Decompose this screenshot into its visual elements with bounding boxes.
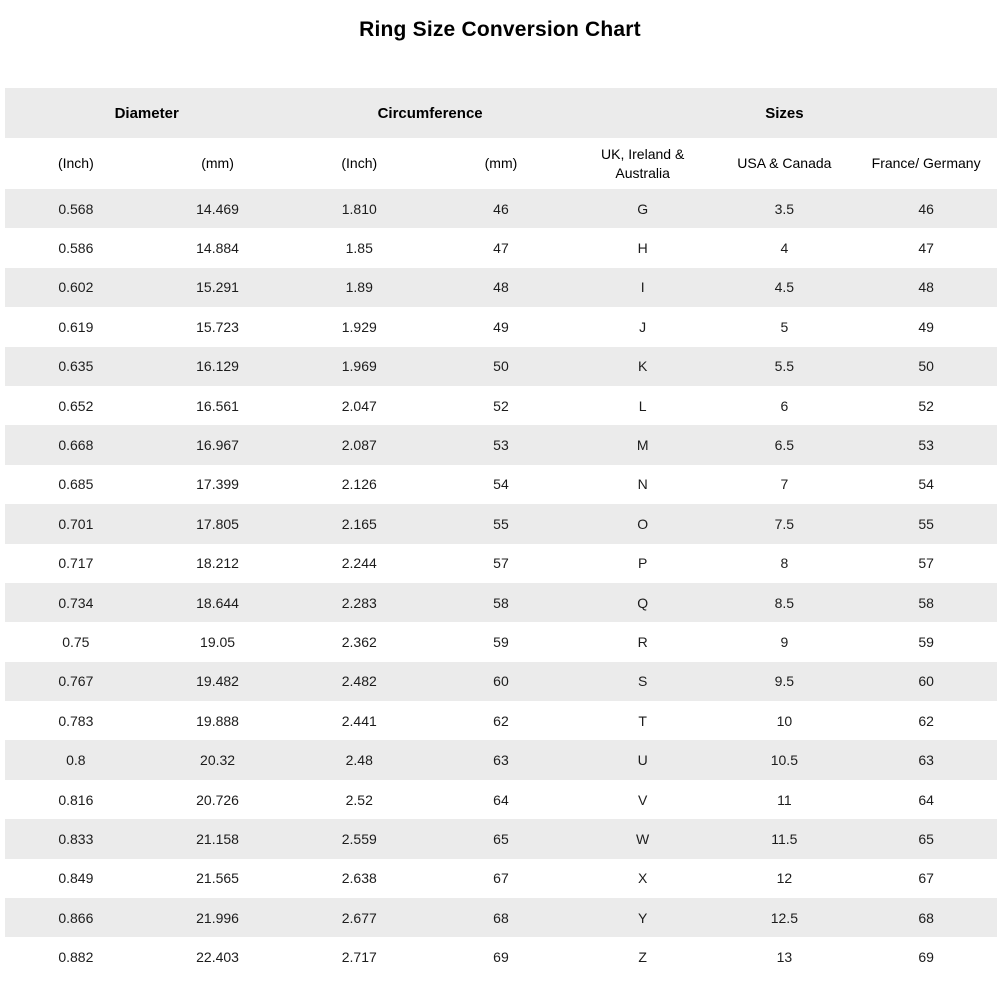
table-cell: 0.668 (58, 437, 94, 454)
table-cell: 2.362 (341, 633, 377, 650)
table-cell: 0.849 (58, 870, 94, 887)
table-row (5, 780, 997, 819)
table-cell: 20.726 (196, 791, 239, 808)
table-cell: 2.717 (341, 949, 377, 966)
table-cell: V (637, 791, 648, 808)
column-header-2: (Inch) (288, 138, 430, 189)
table-cell: 52 (493, 397, 509, 414)
table-cell: 62 (493, 712, 509, 729)
table-cell: P (637, 555, 648, 572)
table-cell: 2.047 (341, 397, 377, 414)
table-cell: 59 (918, 633, 934, 650)
table-row (5, 898, 997, 937)
table-cell: 64 (493, 791, 509, 808)
table-cell: X (637, 870, 648, 887)
table-cell: 60 (493, 673, 509, 690)
table-row (5, 819, 997, 858)
table-cell: 2.48 (345, 752, 373, 769)
table-cell: J (639, 318, 647, 335)
table-cell: 16.967 (196, 437, 239, 454)
table-cell: 63 (493, 752, 509, 769)
table-cell: Z (638, 949, 647, 966)
table-row (5, 189, 997, 228)
table-cell: 12 (776, 870, 793, 887)
table-cell: 0.717 (58, 555, 94, 572)
table-cell: 67 (493, 870, 509, 887)
table-cell: N (637, 476, 648, 493)
table-cell: W (636, 830, 650, 847)
table-row (5, 386, 997, 425)
table-cell: 49 (493, 318, 509, 335)
table-cell: Y (637, 909, 648, 926)
table-cell: 0.833 (58, 830, 94, 847)
table-cell: 18.644 (196, 594, 239, 611)
column-header-5: USA & Canada (714, 138, 856, 189)
table-cell: 0.701 (58, 515, 94, 532)
table-cell: 9.5 (774, 673, 795, 690)
table-cell: 0.586 (58, 240, 94, 257)
group-header-circumference: Circumference (288, 88, 571, 138)
table-cell: 21.996 (196, 909, 239, 926)
table-cell: L (638, 397, 647, 414)
table-cell: 17.399 (196, 476, 239, 493)
table-cell: 49 (918, 318, 934, 335)
table-cell: 0.882 (58, 949, 94, 966)
table-cell: 2.244 (341, 555, 377, 572)
table-cell: 63 (918, 752, 934, 769)
table-cell: 65 (493, 830, 509, 847)
table-cell: 0.767 (58, 673, 94, 690)
column-header-row (5, 138, 997, 189)
table-cell: 8.5 (774, 594, 795, 611)
table-cell: 55 (493, 515, 509, 532)
table-cell: 47 (918, 240, 934, 257)
table-cell: H (637, 240, 648, 257)
table-cell: 2.126 (341, 476, 377, 493)
table-cell: 9 (780, 633, 789, 650)
table-cell: 50 (918, 358, 934, 375)
table-cell: 54 (493, 476, 509, 493)
table-cell: 12.5 (770, 909, 798, 926)
table-row (5, 544, 997, 583)
table-cell: 58 (493, 594, 509, 611)
table-cell: 17.805 (196, 515, 239, 532)
table-cell: 0.816 (58, 791, 94, 808)
table-cell: 46 (918, 200, 934, 217)
table-cell: 5.5 (774, 358, 795, 375)
table-cell: 2.441 (341, 712, 377, 729)
table-cell: 0.783 (58, 712, 94, 729)
table-cell: G (637, 200, 649, 217)
table-cell: I (640, 279, 645, 296)
table-cell: 53 (918, 437, 934, 454)
table-row (5, 307, 997, 346)
table-cell: 10.5 (770, 752, 798, 769)
table-cell: 1.85 (345, 240, 373, 257)
table-cell: 6 (780, 397, 789, 414)
table-cell: 46 (493, 200, 509, 217)
table-cell: U (637, 752, 648, 769)
table-cell: R (637, 633, 648, 650)
table-cell: 20.32 (200, 752, 236, 769)
table-row (5, 425, 997, 464)
table-cell: 1.89 (345, 279, 373, 296)
table-cell: 67 (918, 870, 934, 887)
table-cell: 2.087 (341, 437, 377, 454)
table-cell: 0.685 (58, 476, 94, 493)
table-cell: 0.602 (58, 279, 94, 296)
table-cell: 11 (777, 791, 792, 808)
column-header-1: (mm) (147, 138, 289, 189)
table-row (5, 504, 997, 543)
table-cell: 15.723 (196, 318, 239, 335)
table-row (5, 701, 997, 740)
table-cell: 55 (918, 515, 934, 532)
table-cell: T (638, 712, 647, 729)
table-cell: 2.677 (341, 909, 377, 926)
table-cell: 0.619 (58, 318, 94, 335)
table-cell: 57 (493, 555, 509, 572)
table-cell: 68 (918, 909, 934, 926)
table-row (5, 583, 997, 622)
table-cell: 53 (493, 437, 509, 454)
table-cell: 69 (918, 949, 934, 966)
table-cell: Q (637, 594, 649, 611)
table-cell: 0.8 (66, 752, 86, 769)
table-cell: 0.75 (62, 633, 90, 650)
column-header-6: France/ Germany (855, 138, 997, 189)
table-cell: 69 (493, 949, 509, 966)
table-cell: 22.403 (196, 949, 239, 966)
table-cell: 8 (780, 555, 789, 572)
table-row (5, 228, 997, 267)
table-cell: 0.568 (58, 200, 94, 217)
table-cell: 0.635 (58, 358, 94, 375)
table-row (5, 622, 997, 661)
table-cell: 19.05 (200, 633, 236, 650)
page-title: Ring Size Conversion Chart (359, 18, 641, 41)
table-cell: 0.866 (58, 909, 94, 926)
table-cell: 14.469 (196, 200, 239, 217)
table-row (5, 937, 997, 976)
table-cell: 21.565 (196, 870, 239, 887)
table-body (5, 189, 997, 977)
table-cell: 5 (780, 318, 789, 335)
table-cell: 65 (918, 830, 934, 847)
table-cell: 59 (493, 633, 509, 650)
table-head (5, 88, 997, 189)
table-cell: 6.5 (774, 437, 795, 454)
table-cell: 48 (918, 279, 934, 296)
table-cell: 2.638 (341, 870, 377, 887)
table-cell: 18.212 (196, 555, 239, 572)
group-header-row (5, 88, 997, 138)
table-cell: 1.929 (341, 318, 377, 335)
table-row (5, 662, 997, 701)
table-cell: 0.652 (58, 397, 94, 414)
table-cell: 57 (918, 555, 934, 572)
table-cell: 7.5 (774, 515, 795, 532)
table-row (5, 859, 997, 898)
table-cell: 54 (918, 476, 934, 493)
group-header-sizes: Sizes (572, 88, 997, 138)
table-cell: 68 (493, 909, 509, 926)
table-cell: 3.5 (774, 200, 795, 217)
table-cell: 62 (918, 712, 934, 729)
table-cell: O (637, 515, 649, 532)
table-cell: 2.559 (341, 830, 377, 847)
table-cell: 2.283 (341, 594, 377, 611)
table-cell: 10 (776, 712, 793, 729)
table-cell: 15.291 (196, 279, 239, 296)
table-cell: 1.810 (341, 200, 377, 217)
table-cell: 14.884 (196, 240, 239, 257)
table-cell: 58 (918, 594, 934, 611)
ring-size-conversion-table (5, 88, 997, 977)
table-cell: 2.52 (345, 791, 373, 808)
table-row (5, 268, 997, 307)
table-cell: 16.561 (196, 397, 239, 414)
table-cell: 2.482 (341, 673, 377, 690)
table-cell: 13 (776, 949, 793, 966)
table-cell: 52 (918, 397, 934, 414)
table-cell: 11.5 (771, 830, 798, 847)
table-cell: 47 (493, 240, 509, 257)
table-cell: 7 (780, 476, 789, 493)
table-cell: 64 (918, 791, 934, 808)
group-header-diameter: Diameter (5, 88, 288, 138)
table-cell: 50 (493, 358, 509, 375)
table-cell: 60 (918, 673, 934, 690)
column-header-4: UK, Ireland & Australia (572, 138, 714, 189)
table-cell: 21.158 (196, 830, 239, 847)
table-cell: 48 (493, 279, 509, 296)
table-cell: S (637, 673, 648, 690)
table-cell: M (636, 437, 649, 454)
table-row (5, 740, 997, 779)
table-cell: 4.5 (774, 279, 795, 296)
table-cell: 19.482 (196, 673, 239, 690)
table-cell: K (637, 358, 648, 375)
table-cell: 19.888 (196, 712, 239, 729)
table-cell: 4 (780, 240, 789, 257)
table-row (5, 347, 997, 386)
column-header-0: (Inch) (5, 138, 147, 189)
table-cell: 16.129 (196, 358, 239, 375)
table-cell: 2.165 (341, 515, 377, 532)
table-row (5, 465, 997, 504)
table-cell: 1.969 (341, 358, 377, 375)
table-cell: 0.734 (58, 594, 94, 611)
column-header-3: (mm) (430, 138, 572, 189)
